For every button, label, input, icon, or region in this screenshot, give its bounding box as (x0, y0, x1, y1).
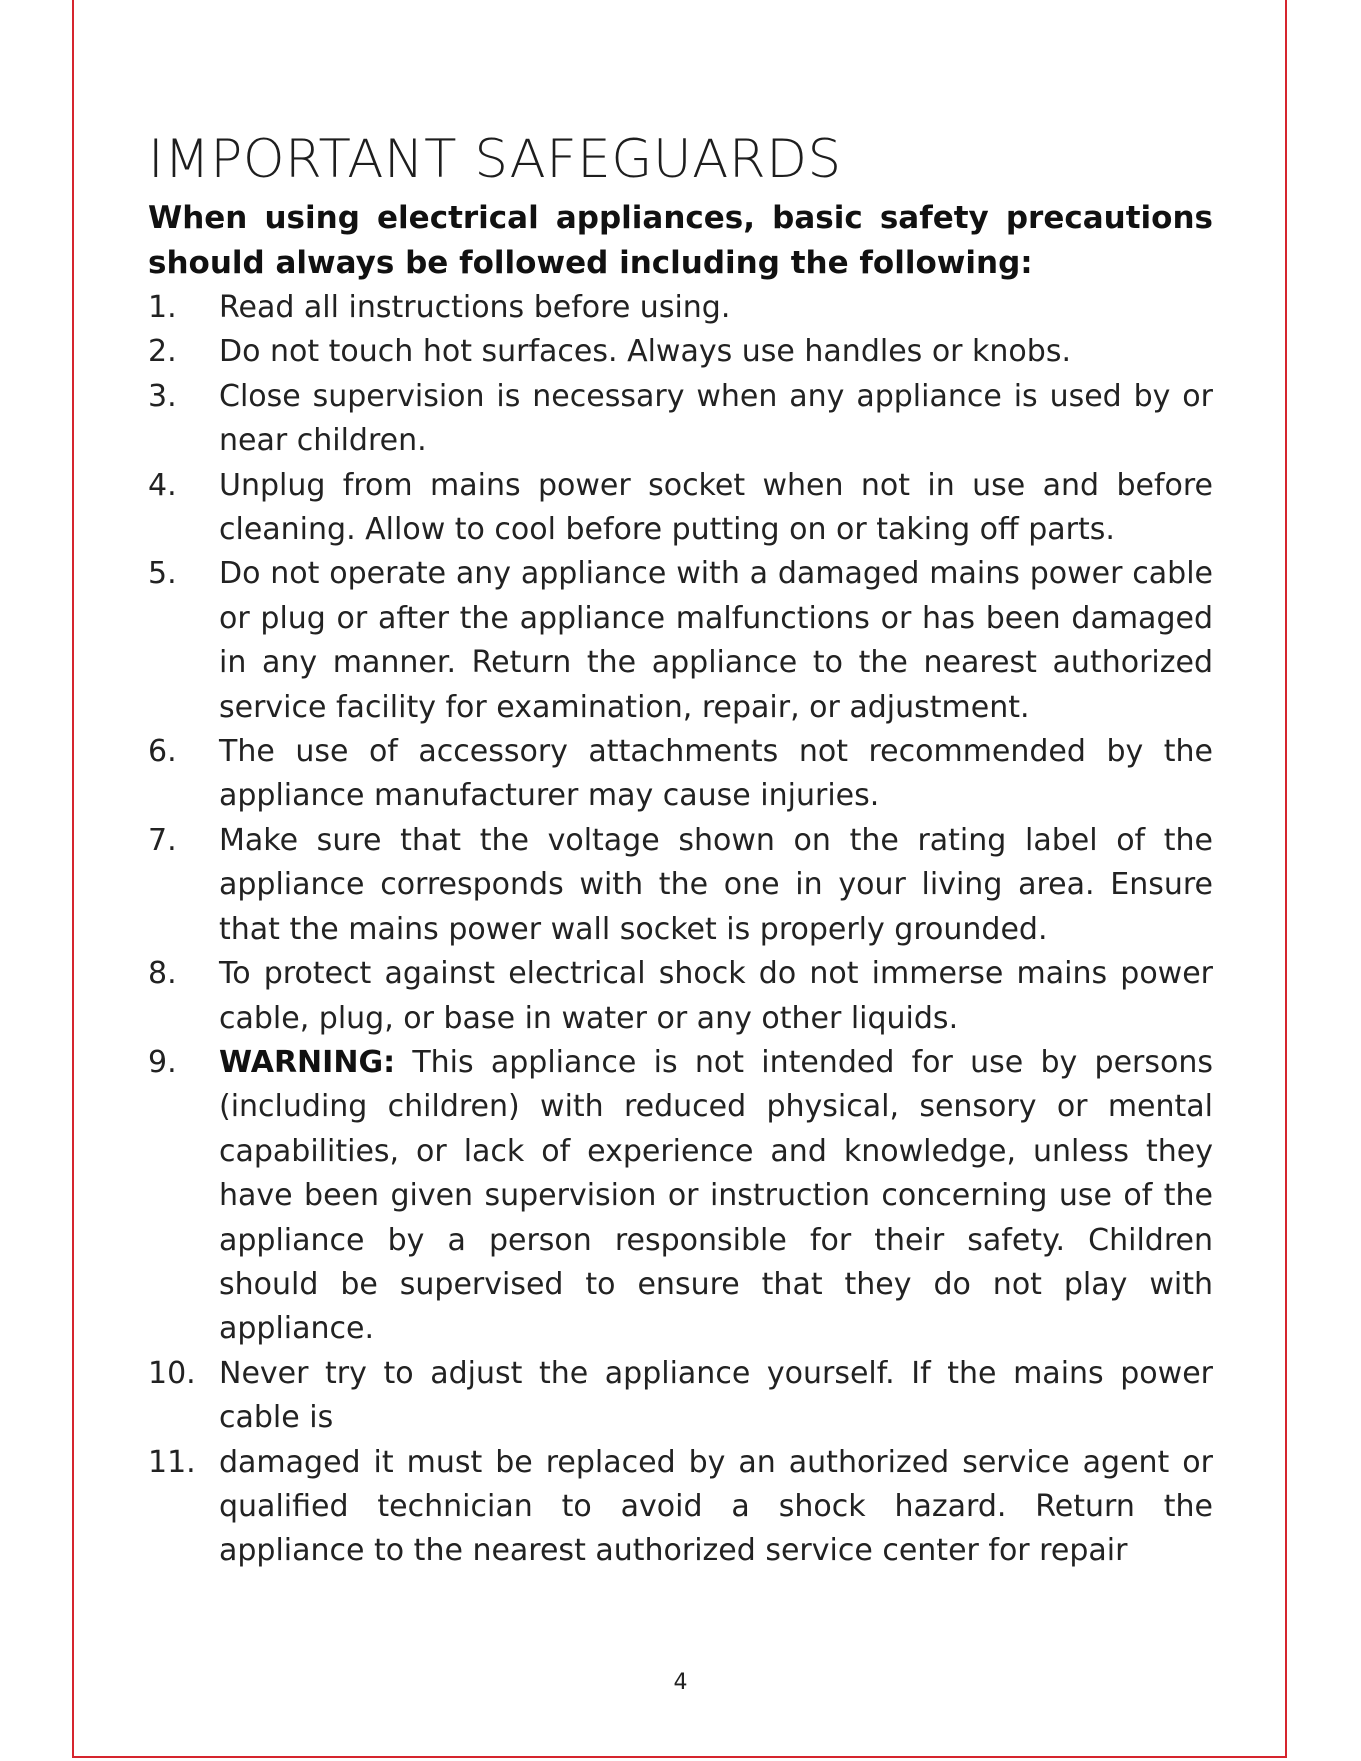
item-text: The use of accessory attachments not recommended by the appliance manufacturer may cause injuries. (219, 734, 1213, 814)
item-text: Read all instructions before using. (219, 290, 731, 325)
list-item (148, 330, 1213, 374)
list-item (148, 375, 1213, 464)
item-number: 5. (148, 556, 177, 592)
list-item (148, 730, 1213, 819)
list-item (148, 1041, 1213, 1352)
item-number: 10. (148, 1355, 196, 1391)
list-item (148, 952, 1213, 1041)
warning-label: WARNING: (219, 1044, 396, 1080)
item-text: Never try to adjust the appliance yourself. If the mains power cable is (219, 1355, 1213, 1436)
list-item (148, 552, 1213, 730)
item-text: Do not operate any appliance with a damaged mains power cable or plug or after the appliance malfunctions or has been damaged in any manner. Return the appliance to the nearest authorized service facility for examination, repair, or adjustment. (219, 556, 1213, 725)
page-content (148, 128, 1213, 1574)
list-item (148, 819, 1213, 952)
item-number: 8. (148, 956, 177, 992)
item-text: To protect against electrical shock do not immerse mains power cable, plug, or base in water or any other liquids. (219, 956, 1213, 1036)
intro-paragraph: When using electrical appliances, basic safety precautions should always be followed including the following: (148, 200, 1213, 281)
item-text: This appliance is not intended for use by persons (including children) with reduced physical, sensory or mental capabilities, or lack of experience and knowledge, unless they have been given supervision or instruction concerning use of the appliance by a person responsible for their safety. Children should be supervised to ensure that they do not play with appliance. (219, 1044, 1213, 1347)
item-number: 2. (148, 334, 177, 370)
item-text: Make sure that the voltage shown on the rating label of the appliance corresponds with the one in your living area. Ensure that the mains power wall socket is properly grounded. (219, 822, 1213, 947)
item-number: 7. (148, 822, 177, 858)
item-number: 3. (148, 378, 177, 414)
item-text: Close supervision is necessary when any appliance is used by or near children. (219, 378, 1213, 459)
list-item (148, 1352, 1213, 1441)
list-item (148, 286, 1213, 330)
safeguards-list (148, 286, 1213, 1574)
item-text: Do not touch hot surfaces. Always use handles or knobs. (219, 334, 1071, 370)
list-item (148, 464, 1213, 553)
page-title: IMPORTANT SAFEGUARDS (148, 129, 842, 190)
item-text: damaged it must be replaced by an authorized service agent or qualified technician to avoid a shock hazard. Return the appliance to the nearest authorized service center for repair (219, 1444, 1213, 1569)
item-number: 1. (148, 290, 177, 325)
list-item (148, 1441, 1213, 1574)
item-number: 6. (148, 734, 177, 770)
item-number: 9. (148, 1044, 177, 1080)
page-number: 4 (673, 1670, 688, 1695)
item-number: 4. (148, 467, 177, 503)
item-number: 11. (148, 1444, 196, 1480)
item-text: Unplug from mains power socket when not in use and before cleaning. Allow to cool before putting on or taking off parts. (219, 467, 1213, 548)
